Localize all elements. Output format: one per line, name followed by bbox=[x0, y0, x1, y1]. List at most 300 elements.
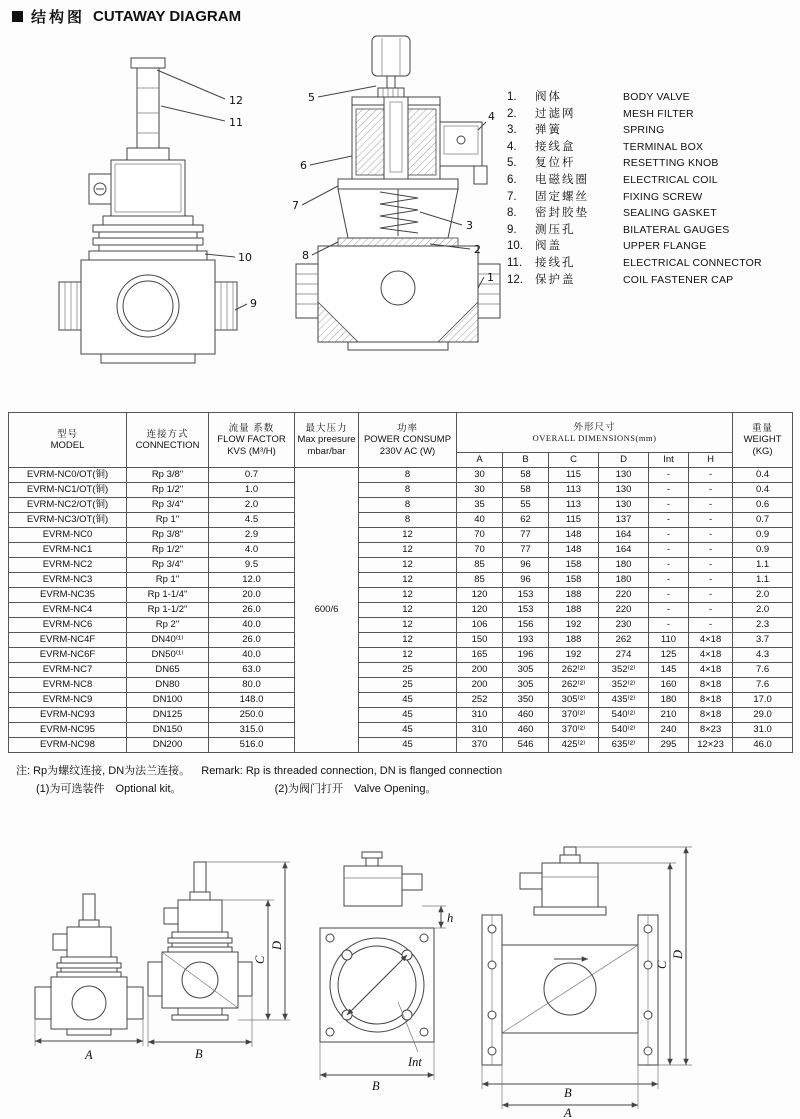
page-title bbox=[12, 6, 241, 27]
cell-c: 115 bbox=[549, 468, 599, 483]
section-bullet-icon bbox=[12, 11, 23, 22]
cell-a: 150 bbox=[457, 633, 503, 648]
part-number: 12. bbox=[507, 273, 523, 286]
cell-int: - bbox=[649, 573, 689, 588]
callout-11: 11 bbox=[229, 116, 243, 129]
cell-model: EVRM-NC6F bbox=[9, 648, 127, 663]
header-dims-cn: 外形尺寸 bbox=[573, 421, 616, 433]
part-name-en: FIXING SCREW bbox=[623, 190, 703, 203]
cell-b: 55 bbox=[503, 498, 549, 513]
cell-wt: 2.0 bbox=[733, 603, 793, 618]
cell-conn: Rp 1" bbox=[127, 573, 209, 588]
cell-d: 230 bbox=[599, 618, 649, 633]
callout-1: 1 bbox=[487, 271, 494, 284]
cell-power: 12 bbox=[359, 633, 457, 648]
cell-int: 110 bbox=[649, 633, 689, 648]
note2b-cn: (2)为阀门打开 bbox=[274, 782, 344, 795]
col-header-dimensions bbox=[457, 413, 733, 453]
callout-3: 3 bbox=[466, 219, 473, 232]
part-name-cn: 测压孔 bbox=[535, 223, 576, 236]
header-flow-cn: 流量 系数 bbox=[228, 422, 275, 434]
cell-conn: Rp 1-1/4" bbox=[127, 588, 209, 603]
parts-list-item bbox=[507, 88, 795, 105]
cell-int: 240 bbox=[649, 723, 689, 738]
cell-a: 310 bbox=[457, 708, 503, 723]
cell-c: 148 bbox=[549, 528, 599, 543]
cell-conn: DN200 bbox=[127, 738, 209, 753]
cell-model: EVRM-NC0 bbox=[9, 528, 127, 543]
dim-label-a-1: A bbox=[85, 1048, 93, 1062]
spec-row bbox=[9, 708, 793, 723]
cell-b: 153 bbox=[503, 603, 549, 618]
cell-d: 540⁽²⁾ bbox=[599, 708, 649, 723]
cell-c: 370⁽²⁾ bbox=[549, 708, 599, 723]
cell-c: 115 bbox=[549, 513, 599, 528]
part-name-en: SPRING bbox=[623, 124, 665, 137]
cell-wt: 1.1 bbox=[733, 573, 793, 588]
cell-c: 192 bbox=[549, 648, 599, 663]
cell-kvs: 40.0 bbox=[209, 648, 295, 663]
dim-label-c-2: C bbox=[655, 960, 669, 969]
part-number: 9. bbox=[507, 223, 517, 236]
parts-list-item bbox=[507, 105, 795, 122]
cell-c: 188 bbox=[549, 603, 599, 618]
cell-b: 77 bbox=[503, 528, 549, 543]
spec-row bbox=[9, 723, 793, 738]
cell-kvs: 40.0 bbox=[209, 618, 295, 633]
parts-list-item bbox=[507, 138, 795, 155]
part-name-cn: 电磁线圈 bbox=[535, 173, 589, 186]
cell-h: - bbox=[689, 528, 733, 543]
cell-h: - bbox=[689, 558, 733, 573]
part-number: 1. bbox=[507, 91, 517, 103]
cell-d: 164 bbox=[599, 543, 649, 558]
spec-row bbox=[9, 663, 793, 678]
cell-b: 305 bbox=[503, 678, 549, 693]
col-header-model bbox=[9, 413, 127, 468]
cell-wt: 2.0 bbox=[733, 588, 793, 603]
cell-kvs: 26.0 bbox=[209, 603, 295, 618]
page-title-cn: 结构图 bbox=[31, 9, 86, 26]
part-name-cn: 过滤网 bbox=[535, 107, 576, 120]
part-name-cn: 弹簧 bbox=[535, 124, 562, 137]
spec-row bbox=[9, 693, 793, 708]
cell-model: EVRM-NC4F bbox=[9, 633, 127, 648]
cell-power: 12 bbox=[359, 528, 457, 543]
cell-kvs: 26.0 bbox=[209, 633, 295, 648]
cell-conn: DN80 bbox=[127, 678, 209, 693]
cell-b: 193 bbox=[503, 633, 549, 648]
cell-a: 120 bbox=[457, 588, 503, 603]
cell-b: 460 bbox=[503, 708, 549, 723]
parts-list-item bbox=[507, 188, 795, 205]
cell-power: 12 bbox=[359, 588, 457, 603]
part-number: 6. bbox=[507, 173, 517, 186]
cell-model: EVRM-NC8 bbox=[9, 678, 127, 693]
cell-wt: 46.0 bbox=[733, 738, 793, 753]
cell-h: 4×18 bbox=[689, 648, 733, 663]
cell-d: 635⁽²⁾ bbox=[599, 738, 649, 753]
header-weight-en: WEIGHT bbox=[743, 434, 782, 446]
cell-power: 12 bbox=[359, 618, 457, 633]
cell-int: - bbox=[649, 588, 689, 603]
dim-label-c-1: C bbox=[253, 955, 267, 964]
cell-conn: DN65 bbox=[127, 663, 209, 678]
note2b-en: Valve Opening。 bbox=[354, 782, 437, 795]
cell-int: - bbox=[649, 603, 689, 618]
cell-conn: DN50⁽¹⁾ bbox=[127, 648, 209, 663]
cell-power: 45 bbox=[359, 708, 457, 723]
callout-5: 5 bbox=[308, 91, 315, 104]
cell-h: 8×18 bbox=[689, 693, 733, 708]
parts-list bbox=[507, 88, 795, 287]
part-number: 11. bbox=[507, 256, 523, 269]
cell-b: 77 bbox=[503, 543, 549, 558]
part-name-cn: 接线盒 bbox=[535, 140, 576, 153]
parts-list-item bbox=[507, 121, 795, 138]
spec-row bbox=[9, 468, 793, 483]
cell-c: 158 bbox=[549, 573, 599, 588]
callout-4: 4 bbox=[488, 110, 495, 123]
header-model-en: MODEL bbox=[50, 440, 85, 451]
cell-d: 220 bbox=[599, 603, 649, 618]
cell-d: 130 bbox=[599, 468, 649, 483]
cell-d: 180 bbox=[599, 558, 649, 573]
cell-wt: 0.7 bbox=[733, 513, 793, 528]
cell-wt: 0.4 bbox=[733, 468, 793, 483]
cell-kvs: 516.0 bbox=[209, 738, 295, 753]
header-pressure-cn: 最大压力 bbox=[305, 422, 348, 434]
dim-label-int: Int bbox=[408, 1055, 422, 1069]
cell-a: 310 bbox=[457, 723, 503, 738]
cell-power: 45 bbox=[359, 723, 457, 738]
cell-power: 45 bbox=[359, 693, 457, 708]
cell-power: 25 bbox=[359, 663, 457, 678]
spec-row bbox=[9, 633, 793, 648]
cell-model: EVRM-NC93 bbox=[9, 708, 127, 723]
cell-a: 120 bbox=[457, 603, 503, 618]
cell-a: 70 bbox=[457, 528, 503, 543]
part-name-cn: 密封胶垫 bbox=[535, 207, 589, 220]
spec-row bbox=[9, 648, 793, 663]
cell-a: 200 bbox=[457, 678, 503, 693]
cell-h: - bbox=[689, 603, 733, 618]
header-pressure-unit: mbar/bar bbox=[307, 445, 346, 457]
header-model-cn: 型号 bbox=[56, 428, 78, 440]
part-number: 2. bbox=[507, 107, 517, 120]
cell-a: 85 bbox=[457, 558, 503, 573]
part-number: 10. bbox=[507, 240, 523, 253]
cell-c: 188 bbox=[549, 588, 599, 603]
part-name-cn: 保护盖 bbox=[535, 273, 576, 286]
dim-col-header-c: C bbox=[549, 453, 599, 468]
cell-int: 125 bbox=[649, 648, 689, 663]
header-flow-unit: KVS (M³/H) bbox=[227, 445, 276, 457]
spec-row bbox=[9, 528, 793, 543]
cell-model: EVRM-NC3/OT(铜) bbox=[9, 513, 127, 528]
note1-cn: 注: Rp为螺纹连接, DN为法兰连接。 bbox=[16, 765, 191, 777]
cell-d: 274 bbox=[599, 648, 649, 663]
cell-d: 435⁽²⁾ bbox=[599, 693, 649, 708]
cell-conn: DN40⁽¹⁾ bbox=[127, 633, 209, 648]
cell-wt: 31.0 bbox=[733, 723, 793, 738]
cell-d: 164 bbox=[599, 528, 649, 543]
cell-power: 12 bbox=[359, 648, 457, 663]
dim-label-b-1: B bbox=[195, 1047, 203, 1061]
cell-conn: Rp 1/2" bbox=[127, 483, 209, 498]
cell-kvs: 80.0 bbox=[209, 678, 295, 693]
cell-b: 58 bbox=[503, 468, 549, 483]
cell-conn: Rp 2" bbox=[127, 618, 209, 633]
header-weight-cn: 重量 bbox=[752, 422, 774, 434]
part-name-en: RESETTING KNOB bbox=[623, 157, 719, 170]
cell-b: 96 bbox=[503, 573, 549, 588]
dim-col-header-int: Int bbox=[649, 453, 689, 468]
cell-kvs: 315.0 bbox=[209, 723, 295, 738]
cell-conn: Rp 1-1/2" bbox=[127, 603, 209, 618]
cell-kvs: 4.0 bbox=[209, 543, 295, 558]
cell-wt: 7.6 bbox=[733, 663, 793, 678]
cell-d: 220 bbox=[599, 588, 649, 603]
callout-9: 9 bbox=[250, 297, 257, 310]
cell-model: EVRM-NC6 bbox=[9, 618, 127, 633]
cell-d: 130 bbox=[599, 483, 649, 498]
cell-power: 12 bbox=[359, 543, 457, 558]
header-conn-en: CONNECTION bbox=[135, 440, 200, 451]
cell-a: 30 bbox=[457, 468, 503, 483]
cell-h: - bbox=[689, 543, 733, 558]
cell-c: 370⁽²⁾ bbox=[549, 723, 599, 738]
cell-c: 113 bbox=[549, 498, 599, 513]
cell-power: 12 bbox=[359, 573, 457, 588]
dim-label-h: h bbox=[447, 911, 454, 925]
cell-wt: 3.7 bbox=[733, 633, 793, 648]
cell-kvs: 0.7 bbox=[209, 468, 295, 483]
cell-model: EVRM-NC35 bbox=[9, 588, 127, 603]
part-name-en: COIL FASTENER CAP bbox=[623, 273, 734, 286]
dimension-drawing-threaded-valve bbox=[148, 862, 290, 1061]
col-header-connection bbox=[127, 413, 209, 468]
cell-int: - bbox=[649, 618, 689, 633]
spec-row bbox=[9, 678, 793, 693]
col-header-power bbox=[359, 413, 457, 468]
cell-d: 540⁽²⁾ bbox=[599, 723, 649, 738]
cell-h: 4×18 bbox=[689, 663, 733, 678]
cell-d: 352⁽²⁾ bbox=[599, 678, 649, 693]
cell-int: 145 bbox=[649, 663, 689, 678]
cell-int: 295 bbox=[649, 738, 689, 753]
part-number: 3. bbox=[507, 124, 517, 137]
cell-a: 370 bbox=[457, 738, 503, 753]
part-name-cn: 接线孔 bbox=[535, 256, 576, 269]
cell-a: 106 bbox=[457, 618, 503, 633]
cell-d: 262 bbox=[599, 633, 649, 648]
cell-d: 137 bbox=[599, 513, 649, 528]
cell-wt: 0.6 bbox=[733, 498, 793, 513]
cell-wt: 0.9 bbox=[733, 528, 793, 543]
cell-b: 305 bbox=[503, 663, 549, 678]
part-number: 8. bbox=[507, 207, 517, 220]
cell-h: 12×23 bbox=[689, 738, 733, 753]
cell-b: 196 bbox=[503, 648, 549, 663]
cell-conn: DN150 bbox=[127, 723, 209, 738]
cell-kvs: 148.0 bbox=[209, 693, 295, 708]
spec-row bbox=[9, 513, 793, 528]
cell-h: - bbox=[689, 468, 733, 483]
spec-row bbox=[9, 588, 793, 603]
cell-d: 180 bbox=[599, 573, 649, 588]
valve-external-drawing bbox=[59, 58, 257, 363]
cell-c: 148 bbox=[549, 543, 599, 558]
page-title-en: CUTAWAY DIAGRAM bbox=[93, 8, 242, 25]
parts-list-item bbox=[507, 171, 795, 188]
cell-a: 30 bbox=[457, 483, 503, 498]
cell-d: 352⁽²⁾ bbox=[599, 663, 649, 678]
cell-b: 96 bbox=[503, 558, 549, 573]
cell-kvs: 250.0 bbox=[209, 708, 295, 723]
cell-h: - bbox=[689, 573, 733, 588]
dim-col-header-a: A bbox=[457, 453, 503, 468]
header-weight-unit: (KG) bbox=[752, 445, 773, 457]
cell-wt: 0.4 bbox=[733, 483, 793, 498]
parts-list-item bbox=[507, 237, 795, 254]
cell-kvs: 4.5 bbox=[209, 513, 295, 528]
spec-row bbox=[9, 618, 793, 633]
dim-label-b-3: B bbox=[564, 1086, 572, 1100]
cell-b: 546 bbox=[503, 738, 549, 753]
cell-model: EVRM-NC1 bbox=[9, 543, 127, 558]
dimension-drawing-small-valve bbox=[35, 894, 143, 1062]
cell-max-pressure: 600/6 bbox=[295, 468, 359, 753]
dim-label-b-2: B bbox=[372, 1079, 380, 1093]
cell-kvs: 20.0 bbox=[209, 588, 295, 603]
parts-list-item bbox=[507, 254, 795, 271]
part-name-cn: 复位杆 bbox=[535, 157, 576, 170]
part-number: 4. bbox=[507, 140, 517, 153]
cell-c: 425⁽²⁾ bbox=[549, 738, 599, 753]
callout-10: 10 bbox=[238, 251, 252, 264]
cell-wt: 7.6 bbox=[733, 678, 793, 693]
part-name-en: ELECTRICAL CONNECTOR bbox=[623, 256, 762, 269]
note-line2 bbox=[16, 781, 792, 799]
cell-int: 180 bbox=[649, 693, 689, 708]
cell-wt: 29.0 bbox=[733, 708, 793, 723]
note2a-en: Optional kit。 bbox=[115, 782, 182, 795]
parts-list-item bbox=[507, 271, 795, 288]
cell-wt: 2.3 bbox=[733, 618, 793, 633]
cell-d: 130 bbox=[599, 498, 649, 513]
cell-model: EVRM-NC3 bbox=[9, 573, 127, 588]
part-number: 5. bbox=[507, 157, 517, 170]
cell-kvs: 63.0 bbox=[209, 663, 295, 678]
cell-c: 158 bbox=[549, 558, 599, 573]
cell-wt: 1.1 bbox=[733, 558, 793, 573]
cell-int: 160 bbox=[649, 678, 689, 693]
cell-int: - bbox=[649, 558, 689, 573]
cell-conn: Rp 1" bbox=[127, 513, 209, 528]
cell-kvs: 12.0 bbox=[209, 573, 295, 588]
cell-int: 210 bbox=[649, 708, 689, 723]
cell-int: - bbox=[649, 528, 689, 543]
spec-row bbox=[9, 573, 793, 588]
cell-b: 62 bbox=[503, 513, 549, 528]
cell-h: - bbox=[689, 483, 733, 498]
col-header-flow-factor bbox=[209, 413, 295, 468]
cell-conn: Rp 3/4" bbox=[127, 498, 209, 513]
cell-kvs: 2.0 bbox=[209, 498, 295, 513]
cell-model: EVRM-NC2 bbox=[9, 558, 127, 573]
cell-a: 252 bbox=[457, 693, 503, 708]
callout-8: 8 bbox=[302, 249, 309, 262]
col-header-max-pressure bbox=[295, 413, 359, 468]
note-line1 bbox=[16, 763, 792, 781]
dim-col-header-d: D bbox=[599, 453, 649, 468]
cell-b: 460 bbox=[503, 723, 549, 738]
dim-label-d-1: D bbox=[270, 940, 284, 950]
cell-power: 25 bbox=[359, 678, 457, 693]
part-name-cn: 固定螺丝 bbox=[535, 190, 589, 203]
cell-a: 165 bbox=[457, 648, 503, 663]
cell-c: 113 bbox=[549, 483, 599, 498]
part-name-en: ELECTRICAL COIL bbox=[623, 173, 718, 186]
cell-power: 12 bbox=[359, 558, 457, 573]
cell-model: EVRM-NC1/OT(铜) bbox=[9, 483, 127, 498]
header-power-cn: 功率 bbox=[396, 422, 418, 434]
note1-en: Remark: Rp is threaded connection, DN is flanged connection bbox=[201, 765, 503, 777]
cell-model: EVRM-NC0/OT(铜) bbox=[9, 468, 127, 483]
cell-int: - bbox=[649, 468, 689, 483]
cell-wt: 17.0 bbox=[733, 693, 793, 708]
cell-conn: DN100 bbox=[127, 693, 209, 708]
cell-h: 8×23 bbox=[689, 723, 733, 738]
header-conn-cn: 连接方式 bbox=[146, 428, 189, 440]
callout-2: 2 bbox=[474, 243, 481, 256]
part-name-en: SEALING GASKET bbox=[623, 207, 717, 220]
cell-power: 8 bbox=[359, 498, 457, 513]
dimension-drawing-flanged-valve bbox=[482, 847, 692, 1118]
cell-a: 85 bbox=[457, 573, 503, 588]
cell-a: 200 bbox=[457, 663, 503, 678]
spec-row bbox=[9, 558, 793, 573]
cell-model: EVRM-NC4 bbox=[9, 603, 127, 618]
cell-a: 35 bbox=[457, 498, 503, 513]
cell-model: EVRM-NC9 bbox=[9, 693, 127, 708]
cell-b: 153 bbox=[503, 588, 549, 603]
part-name-en: BODY VALVE bbox=[623, 91, 690, 103]
col-header-weight bbox=[733, 413, 793, 468]
header-dims-en: OVERALL DIMENSIONS(mm) bbox=[532, 433, 657, 444]
spec-row bbox=[9, 543, 793, 558]
parts-list-item bbox=[507, 154, 795, 171]
header-flow-en: FLOW FACTOR bbox=[217, 434, 286, 446]
cell-h: - bbox=[689, 618, 733, 633]
cell-conn: Rp 3/8" bbox=[127, 468, 209, 483]
cell-c: 192 bbox=[549, 618, 599, 633]
dim-label-a-2: A bbox=[564, 1106, 572, 1118]
spec-row bbox=[9, 498, 793, 513]
cell-power: 8 bbox=[359, 468, 457, 483]
part-name-en: BILATERAL GAUGES bbox=[623, 223, 730, 236]
cell-power: 45 bbox=[359, 738, 457, 753]
dim-col-header-h: H bbox=[689, 453, 733, 468]
part-name-cn: 阀体 bbox=[535, 91, 562, 103]
dim-col-header-b: B bbox=[503, 453, 549, 468]
cell-c: 262⁽²⁾ bbox=[549, 663, 599, 678]
cell-c: 188 bbox=[549, 633, 599, 648]
cell-int: - bbox=[649, 513, 689, 528]
header-pressure-en: Max preesure bbox=[297, 434, 356, 446]
dim-label-d-2: D bbox=[671, 949, 685, 959]
